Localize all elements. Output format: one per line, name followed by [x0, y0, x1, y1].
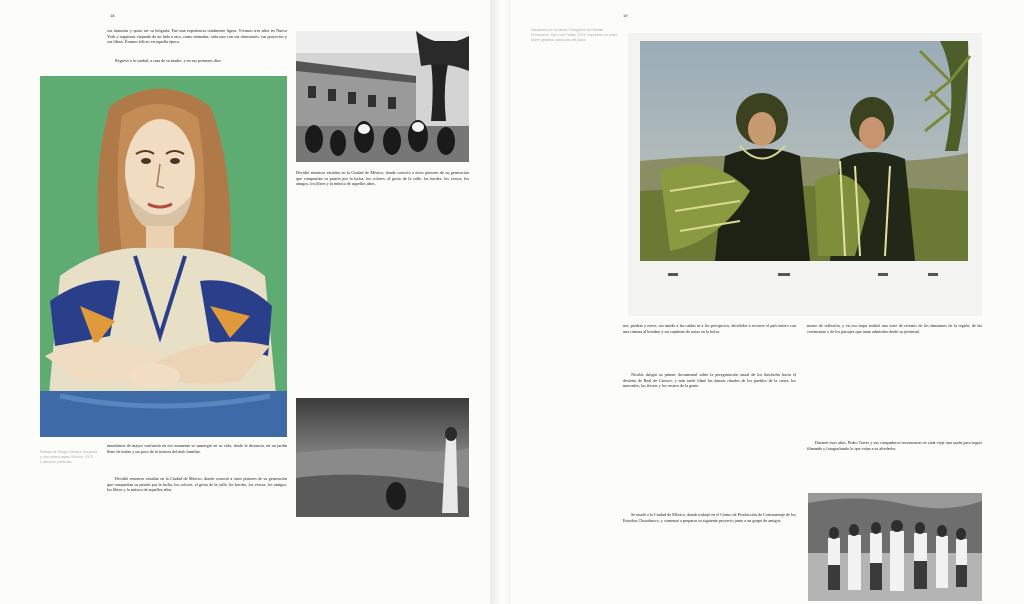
- left-text-bottom-2: Decidió entonces estudiar en la Ciudad de México, donde conoció a otros pintores de su generación que compartían su pasión por la lucha, los colores, el gesto de la calle, los bordes, los versos, los amigos, los libros y la música de aquellos años.: [107, 476, 287, 493]
- right-page: [511, 0, 1024, 604]
- right-text-col2-p2: Durante esos años, Pedro Torres y sus compañeros encontraron en cada viaje una razón para seguir filmando y fotografiando lo que veían a su alrededor.: [807, 440, 982, 451]
- gutter: [490, 0, 511, 604]
- dancers-photo-art: [628, 33, 982, 316]
- left-text-top-2: Regresó a la ciudad, a casa de su madre, y en sus primeros días: [115, 58, 221, 63]
- right-text-col2-p1: mento de reflexión, y en esa etapa realizó una serie de retratos de los danzantes de la región, de las ceremonias y de los paisajes que tanto admiraba desde su juventud.: [807, 323, 982, 334]
- landscape-photo-art: [296, 398, 469, 517]
- left-text-bottom-1: inmediatos de mayor confusión en ese momento se sumergió en su vida, desde la distancia, en un jardín lleno de nubes y un poco de la tristeza del nido familiar.: [107, 443, 287, 454]
- dancers-photo: [628, 33, 982, 316]
- right-text-col1-p1: nes, piedras y nieve, sin miedo a las caídas ni a los precipicios, decididos a recorrer el país entero con una cámara al hombro y un cuaderno de notas en la bolsa.: [623, 323, 796, 334]
- left-page: [0, 0, 491, 604]
- photo-caption-right: Danzantes en la sierra. Fotografía de Nicolás Echevarría, San Luis Potosí, 1974. Impresión en plata sobre gelatina, colección del autor.: [531, 28, 618, 42]
- right-text-col1-p3: Se mudó a la Ciudad de México, donde trabajó en el Centro de Producción de Cortometraje de los Estudios Churubusco, y comenzó a preparar su siguiente proyecto junto a un grupo de amigos.: [623, 512, 796, 523]
- page-number-right: 19: [623, 13, 628, 18]
- page-number-left: 18: [110, 13, 115, 18]
- portrait-painting: [40, 76, 287, 437]
- painting-caption: Retrato de Sergio Herrera. Acuarela y óleo sobre papel, México, 1973. Colección particular.: [40, 450, 98, 464]
- street-photo: [296, 31, 469, 162]
- group-photo-art: [808, 493, 982, 601]
- right-text-col1-p2: Nicolás dirigió su primer documental sobre la peregrinación anual de los huicholes hacia el desierto de Real de Catorce, y más tarde filmó las danzas rituales de los pueblos de la sierra, los mercados, las fiestas y los rostros de la gente.: [623, 372, 796, 389]
- group-photo: [808, 493, 982, 601]
- left-text-top: sus fantasías y quiso ser su biógrafa. Fue una experiencia totalmente ligera. Vivimos tres años en Nueva York y seguimos viajando de un lado a otro, como nómadas, cada uno con sus obsesiones, sus proyectos y sus libros. Éramos felices en aquella época.: [107, 28, 287, 45]
- street-photo-art: [296, 31, 469, 162]
- portrait-painting-art: [40, 76, 287, 437]
- landscape-photo: [296, 398, 469, 517]
- left-text-column-2: Decidió entonces estudiar en la Ciudad de México, donde conoció a otros pintores de su generación que compartían su pasión por la lucha, los colores, el gesto de la calle, los bordes, los versos, los amigos, los libros y la música de aquellos años.: [296, 170, 469, 187]
